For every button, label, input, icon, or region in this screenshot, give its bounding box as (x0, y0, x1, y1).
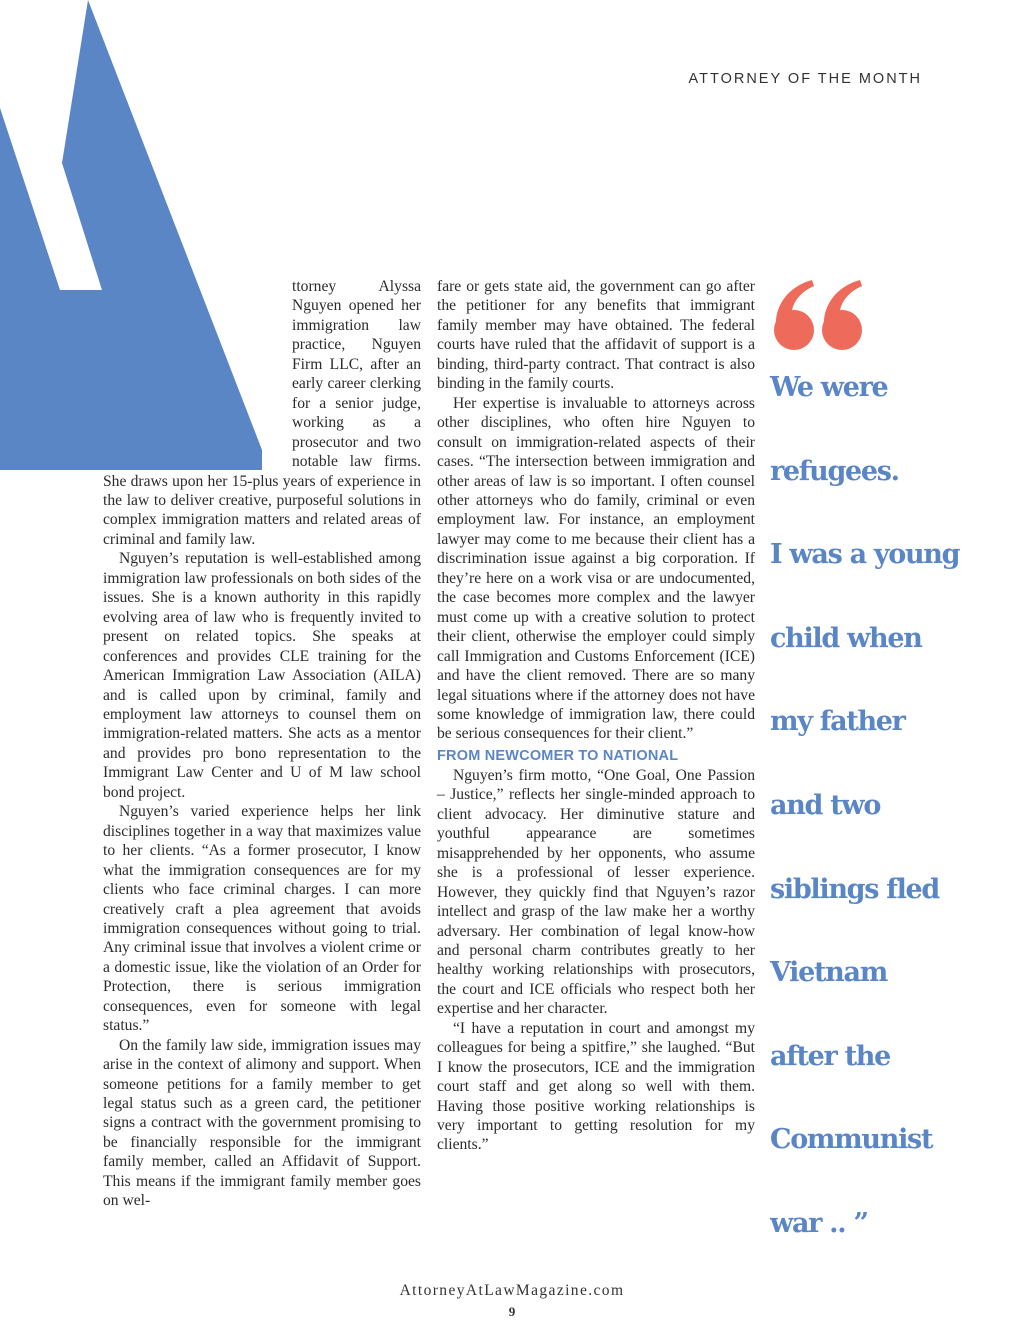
pull-quote-line: siblings fled (770, 873, 939, 905)
pull-quote-line: war .. ” (770, 1207, 868, 1239)
page-number: 9 (508, 1304, 516, 1319)
article-paragraph: Nguyen’s firm motto, “One Goal, One Passion – Justice,” reflects her single-minded approach to client advocacy. Her diminutive stature and youthful appearance are sometimes misapprehended by her opponents, who assume she is a professional of lesser experience. However, they quickly find that Nguyen’s razor intellect and grasp of the law make her a worthy adversary. Her combination of legal know-how and personal charm contributes greatly to her healthy working relationships with prosecutors, the court and ICE officials who respect both her expertise and her character. (437, 766, 755, 1018)
pull-quote-line: after the (770, 1040, 890, 1072)
article-paragraph: ttorney Alyssa Nguyen opened her immigration law practice, Nguyen Firm LLC, after an early career clerking for a senior judge, working as a prosecutor and two notable law firms. She draws upon her 15-plus years of experience in the law to deliver creative, purposeful solutions in complex immigration matters and related areas of criminal and family law. (103, 278, 421, 548)
pull-quote-line: We were (770, 372, 888, 403)
article-paragraph: Her expertise is invaluable to attorneys across other disciplines, who often hire Nguyen to consult on immigration-related aspects of their cases. “The intersection between immigration and other areas of law is so important. I often counsel other attorneys who do family, criminal or even employment law. For instance, an employment lawyer may come to me because their client has a discrimination issue against a big corporation. If they’re here on a work visa or are undocumented, the case becomes more complex and the lawyer must come up with a creative solution to protect their client, otherwise the employer could simply call Immigration and Customs Enforcement (ICE) and have the client removed. There are so many legal situations where if the attorney does not have some knowledge of immigration law, there could be serious consequences for their client.” (437, 394, 755, 743)
section-subheading: FROM NEWCOMER TO NATIONAL (437, 747, 679, 764)
pull-quote-line: I was a young (770, 539, 960, 571)
article-paragraph: Nguyen’s varied experience helps her link disciplines together in a way that maximizes value to her clients. “As a former prosecutor, I know what the immigration consequences are for my clients who face criminal charges. I can more creatively craft a plea agreement that avoids immigration consequences without going to trial. Any criminal issue that involves a violent crime or a domestic issue, like the violation of an Order for Protection, there is serious immigration consequences, even for someone with legal status.” (103, 803, 421, 1035)
article-column-middle (437, 277, 755, 1155)
pull-quote-line: my father (770, 706, 905, 738)
quote-glyph-left (774, 280, 814, 350)
pull-quote (770, 368, 1010, 1288)
pull-quote-line: Vietnam (770, 957, 887, 989)
footer-website: AttorneyAtLawMagazine.com (399, 1282, 625, 1299)
pull-quote-line: and two (770, 789, 881, 821)
pull-quote-line: refugees. (770, 455, 899, 487)
quote-glyph-right (822, 280, 862, 350)
section-label: ATTORNEY OF THE MONTH (688, 71, 922, 87)
article-paragraph: “I have a reputation in court and amongst my colleagues for being a spitfire,” she laughed. “But I know the prosecutors, ICE and the immigration court staff and get along so well with them. Having those positive working relationships is very important to getting resolution for my clients.” (437, 1019, 755, 1154)
pull-quote-line: child when (770, 622, 922, 654)
article-paragraph: On the family law side, immigration issues may arise in the context of alimony and support. When someone petitions for a family member to get legal status such as a green card, the petitioner signs a contract with the government promising to be financially responsible for the immigrant family member, called an Affidavit of Support. This means if the immigrant family member goes on wel- (103, 1036, 421, 1210)
dropcap-spacer (103, 277, 292, 471)
open-quote-icon (768, 266, 872, 366)
article-paragraph: fare or gets state aid, the government can go after the petitioner for any benefits that immigrant family member may have obtained. The federal courts have ruled that the affidavit of support is a binding, third-party contract. That contract is also binding in the family courts. (437, 278, 755, 393)
article-column-left (103, 277, 421, 1211)
pull-quote-line: Communist (770, 1124, 933, 1156)
article-paragraph: Nguyen’s reputation is well-established among immigration law professionals on both sides of the issues. She is a known authority in this rapidly evolving area of law who is frequently invited to present on related topics. She speaks at conferences and provides CLE training for the American Immigration Law Association (AILA) and is called upon by criminal, family and employment law attorneys to counsel them on immigration-related matters. She acts as a mentor and provides pro bono representation to the Immigrant Law Center and U of M law school bond project. (103, 550, 421, 801)
